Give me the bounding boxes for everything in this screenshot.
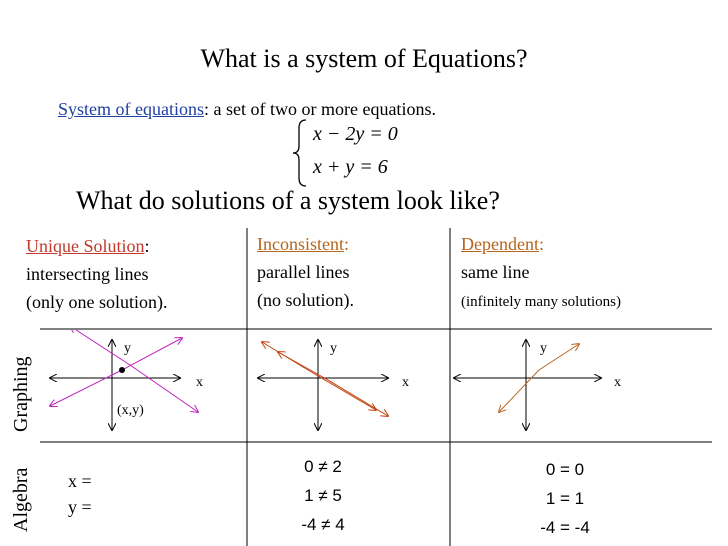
row-label-algebra: Algebra — [10, 467, 32, 532]
page-title: What is a system of Equations? — [200, 44, 528, 73]
col-unique-line2: (only one solution). — [26, 292, 168, 312]
intersection-point — [119, 367, 125, 373]
x-label: x — [196, 375, 203, 390]
equation-2: x + y = 6 — [313, 156, 388, 178]
col-unique-header: Unique Solution: intersecting lines (only one solution). — [26, 236, 168, 312]
graph-inconsistent — [248, 330, 450, 442]
point-label: (x,y) — [117, 403, 144, 418]
algebra-unique-y: y = — [68, 497, 92, 517]
col-dependent-title: Dependent — [461, 234, 539, 254]
graph-unique — [40, 330, 247, 442]
algebra-unique — [68, 468, 92, 520]
col-dependent-line1: same line — [461, 262, 530, 282]
algebra-inconsistent — [248, 452, 398, 539]
y-label: y — [124, 341, 131, 356]
col-unique-title: Unique Solution — [26, 236, 145, 256]
algebra-dependent-line2: 1 = 1 — [545, 489, 585, 508]
line-2 — [122, 338, 182, 370]
equation-1: x − 2y = 0 — [313, 123, 398, 145]
algebra-inconsistent-line2: 1 ≠ 5 — [304, 486, 342, 505]
col-inconsistent-line1: parallel lines — [257, 262, 350, 282]
col-inconsistent-header: Inconsistent: parallel lines (no solution). — [257, 234, 354, 310]
definition-term: System of equations — [58, 99, 204, 119]
row-label-graphing: Graphing — [10, 356, 32, 432]
x-label: x — [402, 375, 409, 390]
algebra-inconsistent-line1: 0 ≠ 2 — [304, 457, 342, 476]
graph-dependent — [451, 330, 712, 442]
section-question: What do solutions of a system look like? — [76, 186, 500, 215]
algebra-dependent — [490, 455, 640, 542]
col-inconsistent-line2: (no solution). — [257, 290, 354, 310]
algebra-inconsistent-line3: -4 ≠ 4 — [301, 515, 345, 534]
algebra-unique-x: x = — [68, 471, 92, 491]
y-label: y — [330, 341, 337, 356]
y-label: y — [540, 341, 547, 356]
col-dependent-header: Dependent: same line (infinitely many solutions) — [461, 234, 621, 310]
algebra-dependent-line3: -4 = -4 — [540, 518, 590, 537]
col-dependent-line2: (infinitely many solutions) — [461, 294, 621, 310]
col-inconsistent-title: Inconsistent — [257, 234, 344, 254]
algebra-dependent-line1: 0 = 0 — [545, 460, 585, 479]
line-1 — [70, 330, 130, 365]
col-unique-line1: intersecting lines — [26, 264, 149, 284]
parallel-line-2 — [278, 352, 328, 380]
definition-text: : a set of two or more equations. — [204, 99, 436, 119]
x-label: x — [614, 375, 621, 390]
